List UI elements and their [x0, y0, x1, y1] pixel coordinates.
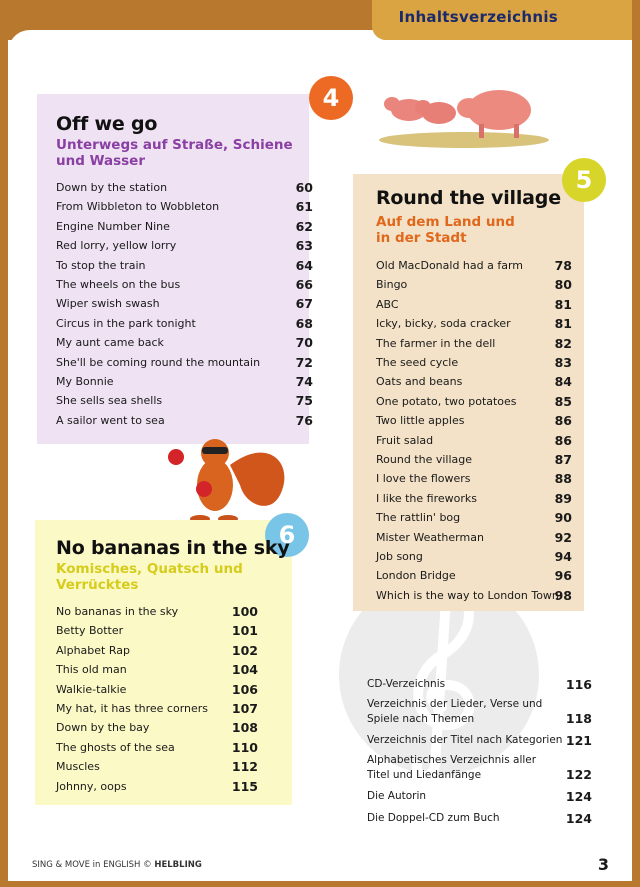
- toc-entry-title-line: CD-Verzeichnis: [367, 678, 446, 690]
- page-frame-right: [632, 0, 640, 887]
- toc-entry: [367, 675, 592, 694]
- toc-entry-title: Mister Weatherman: [376, 530, 484, 544]
- toc-entry-title: A sailor went to sea: [56, 413, 165, 427]
- toc-entry-title: One potato, two potatoes: [376, 394, 517, 408]
- toc-entry-title: Round the village: [376, 453, 473, 466]
- footer-brand: HELBLING: [154, 860, 202, 870]
- toc-entry-page: 81: [554, 316, 572, 332]
- toc-entry: [56, 660, 258, 679]
- toc-entry-page: 67: [295, 296, 313, 312]
- toc-entry: [56, 718, 258, 737]
- toc-entry: [56, 294, 313, 313]
- toc-entry-page: 66: [295, 277, 313, 292]
- toc-entry-title: [367, 809, 500, 828]
- section-badge-4: 4: [309, 76, 353, 120]
- toc-entry-page: 85: [554, 393, 572, 409]
- toc-entry-title: Johnny, oops: [56, 779, 127, 793]
- toc-entry-page: 90: [554, 510, 572, 526]
- toc-entry-title: The farmer in the dell: [376, 336, 496, 350]
- toc-entry-page: 121: [565, 733, 592, 748]
- toc-entry-page: 82: [554, 335, 572, 351]
- section-title-off-we-go: Off we go: [56, 113, 158, 135]
- toc-entry-title: I like the fireworks: [376, 491, 477, 505]
- toc-entry-title-line: Alphabetisches Verzeichnis aller: [367, 754, 537, 766]
- toc-entry-title: Betty Botter: [56, 624, 124, 638]
- subtitle-line: Unterwegs auf Straße, Schiene: [56, 137, 293, 153]
- toc-entry-title: ABC: [376, 297, 399, 311]
- toc-entry-page: 96: [554, 568, 572, 584]
- toc-entry: [56, 757, 258, 776]
- toc-entry: [367, 787, 592, 806]
- toc-entry-page: 94: [554, 549, 572, 564]
- toc-entry-page: 84: [554, 374, 572, 390]
- toc-entry: [376, 508, 572, 527]
- toc-entry-title: Muscles: [56, 760, 100, 774]
- toc-entry-page: 86: [554, 413, 572, 429]
- toc-entry-page: 61: [295, 199, 313, 215]
- toc-entry: [376, 256, 572, 275]
- toc-entry: [56, 178, 313, 197]
- toc-entry: [376, 586, 572, 605]
- toc-entry: [376, 469, 572, 488]
- toc-entry-title: Two little apples: [376, 414, 465, 428]
- toc-entry: [376, 450, 572, 469]
- toc-entry-title: Alphabet Rap: [56, 643, 130, 657]
- section-subtitle-round-the-village: [376, 214, 515, 246]
- toc-entry-title: Wiper swish swash: [56, 297, 160, 311]
- toc-entry-page: 107: [231, 701, 258, 716]
- toc-entry-title: From Wibbleton to Wobbleton: [56, 200, 220, 214]
- toc-entry-title: Red lorry, yellow lorry: [56, 239, 177, 253]
- toc-entry: [56, 275, 313, 294]
- toc-entry: [56, 621, 258, 640]
- toc-entry-page: 62: [295, 218, 313, 234]
- footer-copyright: [32, 860, 202, 870]
- toc-entry-page: 98: [554, 587, 572, 603]
- toc-entry-page: 68: [295, 315, 313, 331]
- toc-entry-title-line: Die Doppel-CD zum Buch: [367, 812, 500, 824]
- toc-entry-page: 112: [231, 759, 258, 775]
- toc-entry-title: This old man: [56, 663, 127, 677]
- toc-entry: [376, 334, 572, 353]
- toc-entry-title: Engine Number Nine: [56, 219, 170, 233]
- toc-entry-title: My hat, it has three corners: [56, 702, 209, 715]
- toc-entry-title: Circus in the park tonight: [56, 316, 196, 330]
- toc-entry-title: She sells sea shells: [56, 394, 163, 408]
- toc-entry-title-line: Spiele nach Themen: [367, 713, 475, 725]
- toc-entry-page: 86: [554, 432, 572, 448]
- toc-entry-page: 104: [231, 662, 258, 678]
- toc-entry-page: 124: [565, 789, 592, 804]
- toc-entry: [367, 809, 592, 828]
- toc-entry-page: 83: [554, 355, 572, 370]
- toc-entry: [56, 197, 313, 216]
- toc-entry: [56, 256, 313, 275]
- toc-entry-page: 106: [231, 681, 258, 697]
- toc-entry: [376, 275, 572, 294]
- toc-entry-title: The seed cycle: [376, 356, 459, 369]
- toc-entry-title: [367, 787, 426, 806]
- toc-entry-title-line: Verzeichnis der Titel nach Kategorien: [367, 734, 563, 746]
- toc-entry-page: 115: [231, 778, 258, 794]
- toc-entry-title-line: Die Autorin: [367, 790, 427, 802]
- toc-entry: [376, 372, 572, 391]
- toc-entry-title: Down by the station: [56, 181, 168, 194]
- toc-entry-title: Down by the bay: [56, 721, 150, 735]
- pigs-illustration: [374, 80, 554, 150]
- subtitle-line: in der Stadt: [376, 230, 467, 246]
- toc-entry: [376, 431, 572, 450]
- toc-entry-title: My Bonnie: [56, 375, 114, 388]
- toc-entry-title: [367, 753, 536, 783]
- toc-entry-title: [367, 675, 445, 694]
- toc-entry-page: 72: [295, 354, 313, 370]
- toc-entry-title: She'll be coming round the mountain: [56, 355, 261, 369]
- toc-entry-page: 81: [554, 296, 572, 312]
- toc-entry-page: 100: [231, 604, 258, 619]
- boxing-squirrel-illustration: [160, 425, 300, 525]
- toc-entry-title: The wheels on the bus: [56, 278, 181, 291]
- toc-entry-page: 80: [554, 277, 572, 293]
- toc-entry-title: My aunt came back: [56, 336, 164, 350]
- toc-entry-page: 89: [554, 490, 572, 506]
- toc-entry-page: 110: [231, 739, 258, 755]
- toc-entry-title: The rattlin' bog: [376, 511, 461, 525]
- toc-entry-page: 70: [295, 335, 313, 351]
- subtitle-line: und Wasser: [56, 153, 145, 169]
- toc-entry-page: 63: [295, 238, 313, 254]
- toc-entry: [376, 392, 572, 411]
- toc-entry: [376, 353, 572, 372]
- toc-entry: [367, 753, 592, 784]
- page-title: Inhaltsverzeichnis: [398, 8, 558, 26]
- toc-entry-page: 122: [565, 767, 592, 782]
- toc-entry-page: 102: [231, 642, 258, 658]
- toc-entry: [56, 372, 313, 391]
- page-number: 3: [597, 855, 609, 874]
- section-title-round-the-village: Round the village: [376, 187, 561, 209]
- toc-entry-title-line: Verzeichnis der Lieder, Verse und: [367, 698, 543, 710]
- toc-entry: [376, 295, 572, 314]
- toc-entry: [367, 731, 592, 750]
- section-title-no-bananas: No bananas in the sky: [56, 537, 290, 559]
- toc-entry: [56, 680, 258, 699]
- toc-entry-title: [367, 697, 542, 727]
- toc-entry: [56, 333, 313, 352]
- toc-entry-title: I love the flowers: [376, 472, 471, 486]
- section-badge-6: 6: [265, 513, 309, 557]
- section-subtitle-no-bananas: [56, 561, 243, 593]
- toc-entry: [376, 547, 572, 566]
- toc-entry-page: 78: [554, 258, 572, 273]
- section-badge-5: 5: [562, 158, 606, 202]
- toc-entry-title-line: Titel und Liedanfänge: [367, 769, 482, 781]
- toc-entry-page: 108: [231, 720, 258, 736]
- toc-entry-page: 75: [295, 393, 313, 409]
- toc-entry-page: 116: [565, 677, 592, 692]
- toc-entry-page: 64: [295, 257, 313, 273]
- toc-entry-title: London Bridge: [376, 569, 456, 583]
- subtitle-line: Auf dem Land und: [376, 214, 515, 230]
- toc-entry: [56, 777, 258, 796]
- toc-entry: [56, 699, 258, 718]
- toc-entry: [56, 353, 313, 372]
- subtitle-line: Verrücktes: [56, 577, 139, 593]
- footer-prefix: SING & MOVE in ENGLISH ©: [32, 860, 155, 870]
- page-frame-bottom: [0, 881, 640, 887]
- subtitle-line: Komisches, Quatsch und: [56, 561, 243, 577]
- toc-entry-page: 88: [554, 471, 572, 487]
- toc-entry: [56, 391, 313, 410]
- toc-entry: [56, 602, 258, 621]
- toc-entry-title: Bingo: [376, 278, 408, 292]
- toc-entry-title: Walkie-talkie: [56, 682, 127, 696]
- toc-entry-page: 92: [554, 529, 572, 545]
- toc-entry: [56, 217, 313, 236]
- toc-entry-page: 60: [295, 180, 313, 195]
- toc-entry: [376, 314, 572, 333]
- toc-entry: [376, 566, 572, 585]
- toc-entry: [376, 528, 572, 547]
- toc-entry-page: 76: [295, 412, 313, 428]
- toc-entry-title: No bananas in the sky: [56, 605, 179, 618]
- section-subtitle-off-we-go: [56, 137, 293, 169]
- toc-entry: [367, 697, 592, 728]
- toc-entry-title: Fruit salad: [376, 433, 434, 447]
- toc-entry-page: 87: [554, 452, 572, 467]
- toc-entry: [56, 738, 258, 757]
- toc-entry-title: Which is the way to London Town: [376, 588, 559, 602]
- toc-entry: [376, 489, 572, 508]
- toc-entry-page: 74: [295, 374, 313, 389]
- toc-entry-title: [367, 731, 562, 750]
- toc-entry-title: Old MacDonald had a farm: [376, 259, 524, 272]
- toc-entry: [56, 314, 313, 333]
- toc-entry: [56, 641, 258, 660]
- toc-entry: [56, 236, 313, 255]
- toc-entry-page: 101: [231, 623, 258, 639]
- toc-entry-title: Oats and beans: [376, 375, 463, 389]
- toc-entry: [376, 411, 572, 430]
- toc-entry-page: 124: [565, 811, 592, 826]
- toc-entry-title: The ghosts of the sea: [56, 740, 175, 754]
- page-frame-left: [0, 0, 8, 887]
- toc-entry-page: 118: [565, 711, 592, 726]
- toc-entry-title: Icky, bicky, soda cracker: [376, 317, 511, 331]
- toc-entry-title: To stop the train: [56, 258, 146, 272]
- toc-entry-title: Job song: [376, 550, 423, 563]
